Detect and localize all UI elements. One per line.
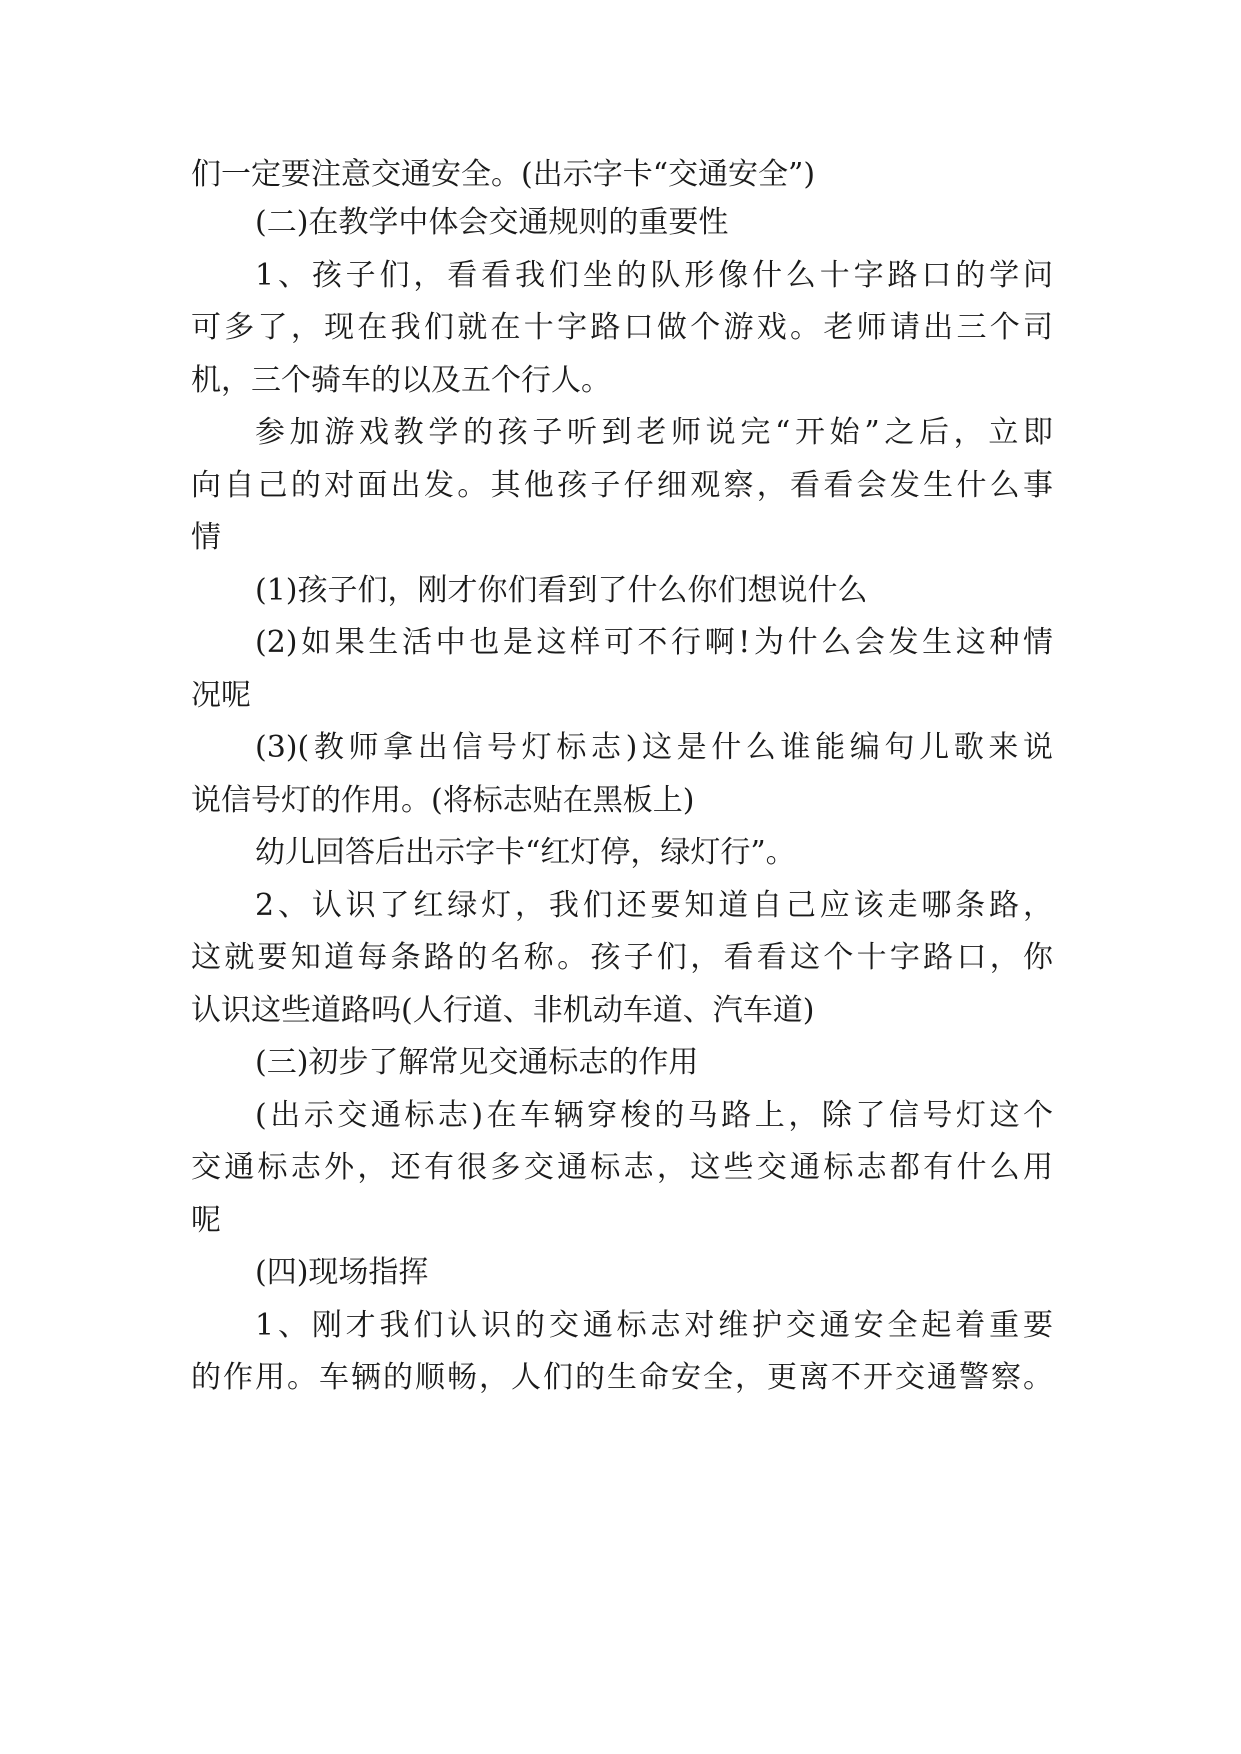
text-line: 情 [191, 520, 221, 555]
text-line: 们一定要注意交通安全。(出示字卡“交通安全”) [191, 157, 816, 192]
text-line: (出示交通标志)在车辆穿梭的马路上，除了信号灯这个 [255, 1098, 1053, 1133]
text-line: (3)(教师拿出信号灯标志)这是什么谁能编句儿歌来说 [255, 730, 1053, 765]
text-line: 交通标志外，还有很多交通标志，这些交通标志都有什么用 [191, 1150, 1053, 1185]
text-line: 幼儿回答后出示字卡“红灯停，绿灯行”。 [255, 835, 796, 870]
text-line: 认识这些道路吗(人行道、非机动车道、汽车道) [191, 993, 815, 1028]
text-line: 况呢 [191, 678, 251, 713]
text-line: 呢 [191, 1203, 221, 1238]
text-line: 1、刚才我们认识的交通标志对维护交通安全起着重要 [255, 1308, 1053, 1343]
section-heading: (四)现场指挥 [255, 1255, 429, 1290]
text-line: (2)如果生活中也是这样可不行啊!为什么会发生这种情 [255, 625, 1053, 660]
section-heading: (三)初步了解常见交通标志的作用 [255, 1045, 699, 1080]
text-line: 可多了，现在我们就在十字路口做个游戏。老师请出三个司 [191, 310, 1053, 345]
section-heading: (二)在教学中体会交通规则的重要性 [255, 205, 729, 240]
text-line: 这就要知道每条路的名称。孩子们，看看这个十字路口，你 [191, 940, 1053, 975]
text-line: 1、孩子们，看看我们坐的队形像什么十字路口的学问 [255, 258, 1053, 293]
text-line: 参加游戏教学的孩子听到老师说完“开始”之后，立即 [255, 415, 1053, 450]
text-line: (1)孩子们，刚才你们看到了什么你们想说什么 [255, 573, 868, 608]
text-line: 向自己的对面出发。其他孩子仔细观察，看看会发生什么事 [191, 468, 1053, 503]
text-line: 的作用。车辆的顺畅，人们的生命安全，更离不开交通警察。 [191, 1360, 1053, 1395]
text-line: 说信号灯的作用。(将标志贴在黑板上) [191, 783, 695, 818]
text-line: 机，三个骑车的以及五个行人。 [191, 363, 611, 398]
text-line: 2、认识了红绿灯，我们还要知道自己应该走哪条路， [255, 888, 1053, 923]
